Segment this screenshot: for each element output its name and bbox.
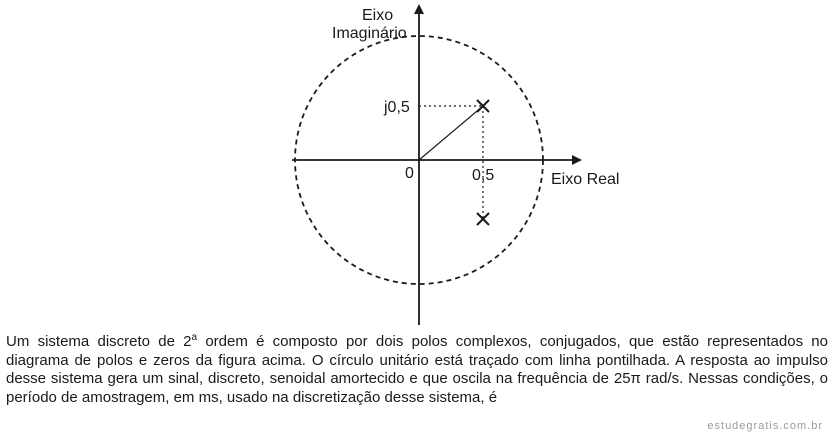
- question-part1: Um sistema discreto de 2: [6, 333, 192, 350]
- y-axis-label-line1: Eixo: [362, 7, 394, 24]
- imag-tick-label: j0,5: [384, 99, 410, 116]
- ordinal-superscript: a: [191, 332, 198, 343]
- real-tick-label: 0,5: [472, 167, 495, 184]
- x-axis-label: Eixo Real: [551, 171, 620, 188]
- question-text: [6, 329, 828, 407]
- watermark: estudegratis.com.br: [707, 420, 823, 432]
- pole-marker-lower: [477, 213, 489, 225]
- y-axis-label-line2: Imaginário: [332, 25, 407, 42]
- origin-label: 0: [405, 165, 414, 182]
- pole-vector: [419, 106, 483, 160]
- pole-marker-upper: [477, 100, 489, 112]
- question-part2: ordem é composto por dois polos complexos, conjugados, que estão representados no diagrama de polos e zeros da figura acima. O círculo unitário está traçado com linha pontilhada. A resposta ao impulso desse sistema gera um sinal, discreto, senoidal amortecido e que oscila na frequência de 25π rad/s. Nessas condições, o período de amostragem, em ms, usado na discretização desse sistema, é: [6, 333, 828, 406]
